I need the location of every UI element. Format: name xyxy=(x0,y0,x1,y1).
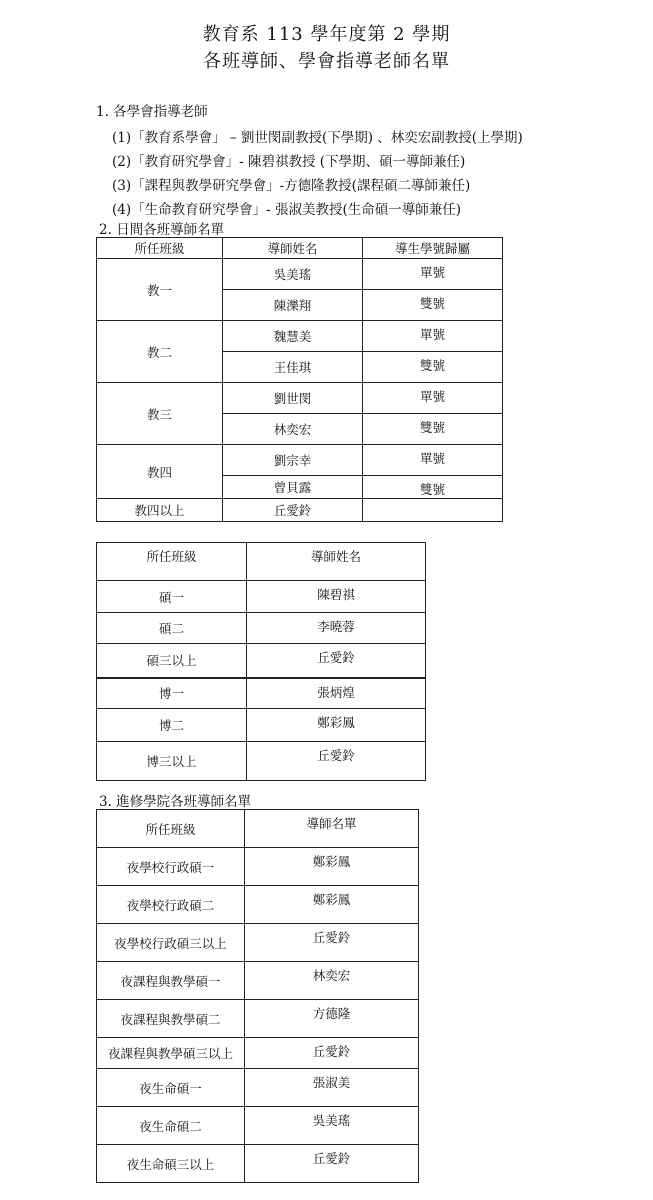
table-row xyxy=(97,1107,419,1145)
table-row xyxy=(97,259,503,290)
teacher-cell: 丘愛鈴 xyxy=(245,924,419,962)
section1-heading: 1. 各學會指導老師 xyxy=(96,104,208,120)
parity-cell: 單號 xyxy=(363,259,503,290)
teacher-cell: 鄭彩鳳 xyxy=(245,848,419,886)
class-cell: 教二 xyxy=(97,321,223,383)
table-row xyxy=(97,886,419,924)
class-cell: 夜課程與教學碩三以上 xyxy=(97,1038,245,1069)
header-class: 所任班級 xyxy=(97,543,247,581)
teacher-cell: 曾貝露 xyxy=(223,476,363,499)
teacher-cell: 林奕宏 xyxy=(245,962,419,1000)
header-class: 所任班級 xyxy=(97,238,223,259)
table-row xyxy=(97,445,503,476)
teacher-cell: 李曉蓉 xyxy=(247,613,426,644)
class-cell: 夜學校行政碩二 xyxy=(97,886,245,924)
class-cell: 夜學校行政碩三以上 xyxy=(97,924,245,962)
teacher-cell: 吳美瑤 xyxy=(245,1107,419,1145)
table-row xyxy=(97,1145,419,1183)
table-row xyxy=(97,1069,419,1107)
document-subtitle: 各班導師、學會指導老師名單 xyxy=(203,51,450,72)
table-row xyxy=(97,581,426,613)
table-row xyxy=(97,1000,419,1038)
teacher-cell: 鄭彩鳳 xyxy=(247,709,426,742)
class-cell: 教一 xyxy=(97,259,223,321)
class-cell: 碩三以上 xyxy=(97,644,247,678)
teacher-cell: 陳濼翔 xyxy=(223,290,363,321)
teacher-cell: 丘愛鈴 xyxy=(247,742,426,781)
class-cell: 教四以上 xyxy=(97,499,223,522)
class-cell: 夜生命碩二 xyxy=(97,1107,245,1145)
parity-cell: 雙號 xyxy=(363,414,503,445)
table-row xyxy=(97,321,503,352)
parity-cell: 單號 xyxy=(363,445,503,476)
table-header-row xyxy=(97,238,503,259)
teacher-cell: 鄭彩鳳 xyxy=(245,886,419,924)
parity-cell: 雙號 xyxy=(363,476,503,499)
table-row xyxy=(97,709,426,742)
association-item-1: (1)「教育系學會」 – 劉世閔副教授(下學期) 、林奕宏副教授(上學期) xyxy=(112,130,523,146)
teacher-cell: 劉世閔 xyxy=(223,383,363,414)
header-teacher: 導師姓名 xyxy=(223,238,363,259)
table-row xyxy=(97,383,503,414)
table-row xyxy=(97,1038,419,1069)
teacher-cell: 吳美瑤 xyxy=(223,259,363,290)
class-cell: 碩一 xyxy=(97,581,247,613)
section2-heading: 2. 日間各班導師名單 xyxy=(99,222,225,238)
table-row xyxy=(97,678,426,709)
teacher-cell: 丘愛鈴 xyxy=(223,499,363,522)
teacher-cell: 張淑美 xyxy=(245,1069,419,1107)
class-cell: 教三 xyxy=(97,383,223,445)
teacher-cell: 王佳琪 xyxy=(223,352,363,383)
day-class-teacher-table xyxy=(96,237,503,522)
class-cell: 夜生命碩一 xyxy=(97,1069,245,1107)
class-cell: 博一 xyxy=(97,678,247,709)
table-row xyxy=(97,924,419,962)
teacher-cell: 丘愛鈴 xyxy=(245,1038,419,1069)
section3-heading: 3. 進修學院各班導師名單 xyxy=(99,794,252,810)
header-parity: 導生學號歸屬 xyxy=(363,238,503,259)
table-row xyxy=(97,742,426,781)
teacher-cell: 丘愛鈴 xyxy=(247,644,426,678)
class-cell: 博三以上 xyxy=(97,742,247,781)
class-cell: 碩二 xyxy=(97,613,247,644)
table-row xyxy=(97,613,426,644)
teacher-cell: 丘愛鈴 xyxy=(245,1145,419,1183)
parity-cell: 單號 xyxy=(363,383,503,414)
document-title: 教育系 113 學年度第 2 學期 xyxy=(202,24,451,45)
graduate-class-teacher-table xyxy=(96,542,426,781)
teacher-cell: 方德隆 xyxy=(245,1000,419,1038)
association-item-4: (4)「生命教育研究學會」- 張淑美教授(生命碩一導師兼任) xyxy=(112,202,462,218)
table-row xyxy=(97,962,419,1000)
class-cell: 夜課程與教學碩二 xyxy=(97,1000,245,1038)
table-header-row xyxy=(97,543,426,581)
parity-cell xyxy=(363,499,503,522)
teacher-cell: 魏慧美 xyxy=(223,321,363,352)
class-cell: 夜課程與教學碩一 xyxy=(97,962,245,1000)
class-cell: 夜生命碩三以上 xyxy=(97,1145,245,1183)
teacher-cell: 張炳煌 xyxy=(247,678,426,709)
evening-class-teacher-table xyxy=(96,809,419,1183)
teacher-cell: 劉宗幸 xyxy=(223,445,363,476)
class-cell: 夜學校行政碩一 xyxy=(97,848,245,886)
teacher-cell: 陳碧祺 xyxy=(247,581,426,613)
header-teacher: 導師名單 xyxy=(245,810,419,848)
table-row xyxy=(97,499,503,522)
table-row xyxy=(97,644,426,678)
teacher-cell: 林奕宏 xyxy=(223,414,363,445)
header-class: 所任班級 xyxy=(97,810,245,848)
parity-cell: 單號 xyxy=(363,321,503,352)
class-cell: 博二 xyxy=(97,709,247,742)
association-item-3: (3)「課程與教學研究學會」-方德隆教授(課程碩二導師兼任) xyxy=(112,178,471,194)
table-row xyxy=(97,848,419,886)
association-item-2: (2)「教育研究學會」- 陳碧祺教授 (下學期、碩一導師兼任) xyxy=(112,154,466,170)
class-cell: 教四 xyxy=(97,445,223,499)
parity-cell: 雙號 xyxy=(363,290,503,321)
parity-cell: 雙號 xyxy=(363,352,503,383)
header-teacher: 導師姓名 xyxy=(247,543,426,581)
table-header-row xyxy=(97,810,419,848)
